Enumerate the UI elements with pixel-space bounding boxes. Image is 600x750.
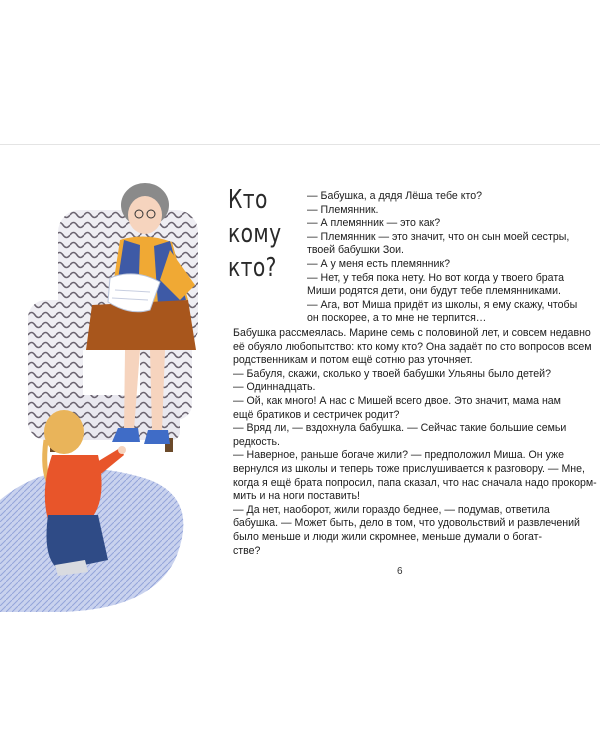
text-line: — А племянник — это как?	[307, 217, 441, 230]
text-line: бабушка. — Может быть, дело в том, что удовольствий и развлечений	[233, 517, 580, 530]
page-bottom-margin	[0, 620, 600, 750]
text-line: когда я ещё брата попросил, папа сказал, что нас сначала надо прокорм-	[233, 476, 597, 489]
text-line: — Одиннадцать.	[233, 381, 316, 394]
text-line: её обуяло любопытство: кто кому кто? Она задаёт по сто вопросов всем	[233, 340, 592, 353]
dialogue-top	[307, 190, 587, 326]
page-number: 6	[397, 566, 403, 577]
text-line: было меньше и люди жили скромнее, меньше думали о богат-	[233, 530, 542, 543]
dialogue-bottom	[233, 327, 597, 558]
text-line: стве?	[233, 544, 261, 557]
text-line: мить и на ноги поставить!	[233, 490, 360, 503]
title-line: кому	[228, 219, 282, 249]
text-line: — Ага, вот Миша придёт из школы, я ему скажу, чтобы	[307, 298, 578, 311]
text-line: — Да нет, наоборот, жили гораздо беднее, — подумав, ответила	[233, 503, 550, 516]
text-line: — Ой, как много! А нас с Мишей всего двое. Это значит, мама нам	[233, 394, 561, 407]
title-line: Кто	[228, 185, 268, 215]
text-line: — Наверное, раньше богаче жили? — предположил Миша. Он уже	[233, 449, 564, 462]
text-line: Миши родятся дети, они будут тебе племянниками.	[307, 285, 561, 298]
text-line: Бабушка рассмеялась. Марине семь с половиной лет, и совсем недавно	[233, 327, 591, 339]
page-top-margin	[0, 0, 600, 145]
text-line: — Бабуля, скажи, сколько у твоей бабушки Ульяны было детей?	[233, 367, 551, 380]
text-line: вернулся из школы и теперь тоже прислушивается к разговору. — Мне,	[233, 462, 585, 475]
page-title	[228, 183, 283, 285]
text-line: он поскорее, а то мне не терпится…	[307, 312, 487, 325]
text-line: твоей бабушки Зои.	[307, 244, 404, 257]
text-line: — Вряд ли, — вздохнула бабушка. — Сейчас такие большие семьи	[233, 422, 567, 435]
text-line: редкость.	[233, 435, 280, 448]
text-line: — Племянник — это значит, что он сын моей сестры,	[307, 230, 570, 243]
text-line: — Племянник.	[307, 203, 379, 216]
text-line: родственникам и потом ещё сотню раз уточняет.	[233, 354, 473, 367]
text-line: — Нет, у тебя пока нету. Но вот когда у твоего брата	[307, 271, 564, 284]
illustration	[0, 145, 215, 615]
text-line: ещё братиков и сестричек родит?	[233, 408, 400, 421]
text-line: — Бабушка, а дядя Лёша тебе кто?	[307, 190, 483, 202]
title-line: кто?	[228, 253, 277, 283]
text-line: — А у меня есть племянник?	[307, 257, 450, 270]
